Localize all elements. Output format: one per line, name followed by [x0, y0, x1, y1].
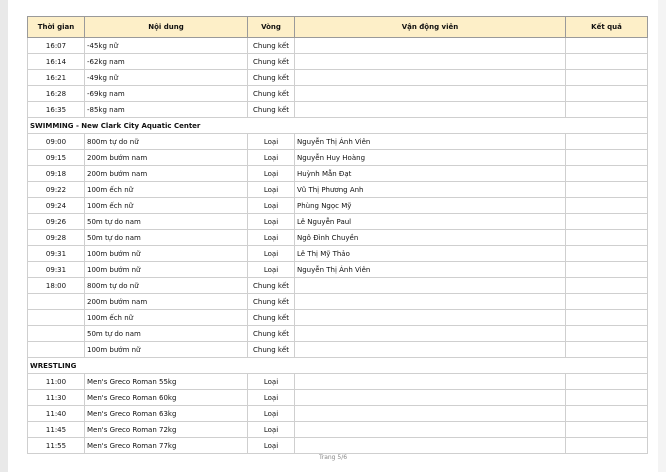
table-row — [28, 326, 648, 342]
cell-athlete — [295, 102, 566, 118]
cell-content: Men's Greco Roman 60kg — [85, 390, 248, 406]
cell-athlete: Nguyễn Huy Hoàng — [295, 150, 566, 166]
cell-round: Loại — [248, 262, 295, 278]
cell-round: Loại — [248, 134, 295, 150]
cell-result — [566, 294, 648, 310]
cell-content: -62kg nam — [85, 54, 248, 70]
cell-result — [566, 166, 648, 182]
cell-content: -85kg nam — [85, 102, 248, 118]
table-row — [28, 70, 648, 86]
table-row — [28, 38, 648, 54]
cell-athlete — [295, 422, 566, 438]
cell-result — [566, 182, 648, 198]
cell-content: -69kg nam — [85, 86, 248, 102]
cell-time: 11:40 — [28, 406, 85, 422]
cell-time: 09:31 — [28, 246, 85, 262]
cell-athlete — [295, 406, 566, 422]
table-row — [28, 134, 648, 150]
cell-result — [566, 134, 648, 150]
cell-round: Loại — [248, 374, 295, 390]
cell-athlete: Ngô Đình Chuyền — [295, 230, 566, 246]
cell-round: Loại — [248, 198, 295, 214]
cell-round: Chung kết — [248, 102, 295, 118]
cell-time: 16:21 — [28, 70, 85, 86]
table-row — [28, 310, 648, 326]
cell-result — [566, 150, 648, 166]
cell-content: 800m tự do nữ — [85, 278, 248, 294]
cell-round: Loại — [248, 406, 295, 422]
table-row — [28, 246, 648, 262]
table-row — [28, 214, 648, 230]
cell-content: 50m tự do nam — [85, 214, 248, 230]
header-round: Vòng — [248, 17, 295, 38]
cell-round: Loại — [248, 390, 295, 406]
cell-athlete — [295, 390, 566, 406]
cell-result — [566, 406, 648, 422]
cell-content: Men's Greco Roman 72kg — [85, 422, 248, 438]
cell-content: 50m tự do nam — [85, 326, 248, 342]
cell-result — [566, 214, 648, 230]
cell-round: Loại — [248, 182, 295, 198]
cell-time: 09:00 — [28, 134, 85, 150]
cell-result — [566, 310, 648, 326]
header-result: Kết quả — [566, 17, 648, 38]
table-row — [28, 262, 648, 278]
cell-round: Chung kết — [248, 326, 295, 342]
table-row — [28, 374, 648, 390]
cell-athlete: Huỳnh Mẫn Đạt — [295, 166, 566, 182]
cell-content: 100m ếch nữ — [85, 310, 248, 326]
cell-athlete — [295, 278, 566, 294]
table-row — [28, 422, 648, 438]
cell-time: 16:35 — [28, 102, 85, 118]
cell-content: 800m tự do nữ — [85, 134, 248, 150]
cell-result — [566, 230, 648, 246]
cell-time — [28, 326, 85, 342]
cell-time — [28, 342, 85, 358]
table-row — [28, 54, 648, 70]
document-page — [8, 0, 658, 472]
cell-time: 09:15 — [28, 150, 85, 166]
cell-time: 16:07 — [28, 38, 85, 54]
cell-content: 100m ếch nữ — [85, 198, 248, 214]
cell-time: 09:28 — [28, 230, 85, 246]
cell-result — [566, 438, 648, 454]
header-content: Nội dung — [85, 17, 248, 38]
cell-round: Loại — [248, 214, 295, 230]
cell-time: 11:00 — [28, 374, 85, 390]
table-row — [28, 342, 648, 358]
section-row — [28, 358, 648, 374]
cell-athlete — [295, 294, 566, 310]
cell-round: Chung kết — [248, 38, 295, 54]
table-row — [28, 390, 648, 406]
cell-round: Chung kết — [248, 86, 295, 102]
cell-athlete — [295, 342, 566, 358]
table-row — [28, 86, 648, 102]
cell-athlete — [295, 70, 566, 86]
section-title-swimming: SWIMMING - New Clark City Aquatic Center — [28, 118, 648, 134]
cell-time: 09:18 — [28, 166, 85, 182]
table-body-a — [28, 38, 648, 118]
table-row — [28, 438, 648, 454]
cell-round: Loại — [248, 246, 295, 262]
cell-result — [566, 278, 648, 294]
table-body-c — [28, 374, 648, 454]
cell-result — [566, 326, 648, 342]
table-row — [28, 182, 648, 198]
table-body-b — [28, 134, 648, 358]
section-row — [28, 118, 648, 134]
cell-round: Loại — [248, 422, 295, 438]
cell-round: Loại — [248, 438, 295, 454]
cell-result — [566, 54, 648, 70]
cell-content: Men's Greco Roman 55kg — [85, 374, 248, 390]
cell-athlete: Phùng Ngọc Mỹ — [295, 198, 566, 214]
cell-time: 11:55 — [28, 438, 85, 454]
cell-result — [566, 262, 648, 278]
cell-content: 200m bướm nam — [85, 166, 248, 182]
cell-content: Men's Greco Roman 77kg — [85, 438, 248, 454]
cell-round: Chung kết — [248, 278, 295, 294]
table-row — [28, 102, 648, 118]
header-athlete: Vận động viên — [295, 17, 566, 38]
cell-result — [566, 198, 648, 214]
cell-result — [566, 342, 648, 358]
cell-content: 100m bướm nữ — [85, 262, 248, 278]
cell-time: 16:28 — [28, 86, 85, 102]
cell-athlete — [295, 310, 566, 326]
cell-round: Loại — [248, 230, 295, 246]
section-title-wrestling: WRESTLING — [28, 358, 648, 374]
cell-content: 200m bướm nam — [85, 150, 248, 166]
cell-athlete — [295, 438, 566, 454]
cell-round: Loại — [248, 150, 295, 166]
cell-time: 11:45 — [28, 422, 85, 438]
cell-result — [566, 246, 648, 262]
cell-athlete: Nguyễn Thị Ánh Viên — [295, 134, 566, 150]
cell-content: -49kg nữ — [85, 70, 248, 86]
cell-athlete — [295, 326, 566, 342]
table-row — [28, 406, 648, 422]
cell-result — [566, 102, 648, 118]
cell-time: 16:14 — [28, 54, 85, 70]
cell-athlete — [295, 54, 566, 70]
cell-content: 100m bướm nữ — [85, 246, 248, 262]
table-row — [28, 230, 648, 246]
cell-time — [28, 310, 85, 326]
cell-time — [28, 294, 85, 310]
cell-result — [566, 38, 648, 54]
cell-round: Loại — [248, 166, 295, 182]
cell-result — [566, 374, 648, 390]
page-footer: Trang 5/6 — [318, 454, 348, 461]
cell-result — [566, 86, 648, 102]
cell-content: 50m tự do nam — [85, 230, 248, 246]
cell-round: Chung kết — [248, 342, 295, 358]
header-row — [28, 17, 648, 38]
table-row — [28, 278, 648, 294]
cell-round: Chung kết — [248, 54, 295, 70]
cell-athlete — [295, 38, 566, 54]
cell-content: 200m bướm nam — [85, 294, 248, 310]
cell-content: -45kg nữ — [85, 38, 248, 54]
cell-athlete: Vũ Thị Phương Anh — [295, 182, 566, 198]
cell-time: 09:26 — [28, 214, 85, 230]
table-row — [28, 150, 648, 166]
cell-time: 18:00 — [28, 278, 85, 294]
schedule-table — [27, 16, 648, 454]
cell-athlete: Lê Nguyễn Paul — [295, 214, 566, 230]
table-row — [28, 294, 648, 310]
cell-result — [566, 70, 648, 86]
cell-round: Chung kết — [248, 70, 295, 86]
cell-round: Chung kết — [248, 294, 295, 310]
cell-round: Chung kết — [248, 310, 295, 326]
cell-athlete — [295, 374, 566, 390]
header-time: Thời gian — [28, 17, 85, 38]
cell-content: 100m bướm nữ — [85, 342, 248, 358]
cell-time: 09:22 — [28, 182, 85, 198]
cell-result — [566, 422, 648, 438]
cell-athlete — [295, 86, 566, 102]
cell-content: 100m ếch nữ — [85, 182, 248, 198]
scrollbar[interactable] — [658, 0, 666, 472]
cell-athlete: Nguyễn Thị Ánh Viên — [295, 262, 566, 278]
cell-athlete: Lê Thị Mỹ Thảo — [295, 246, 566, 262]
cell-time: 09:31 — [28, 262, 85, 278]
cell-content: Men's Greco Roman 63kg — [85, 406, 248, 422]
cell-time: 09:24 — [28, 198, 85, 214]
cell-result — [566, 390, 648, 406]
table-row — [28, 198, 648, 214]
cell-time: 11:30 — [28, 390, 85, 406]
table-row — [28, 166, 648, 182]
